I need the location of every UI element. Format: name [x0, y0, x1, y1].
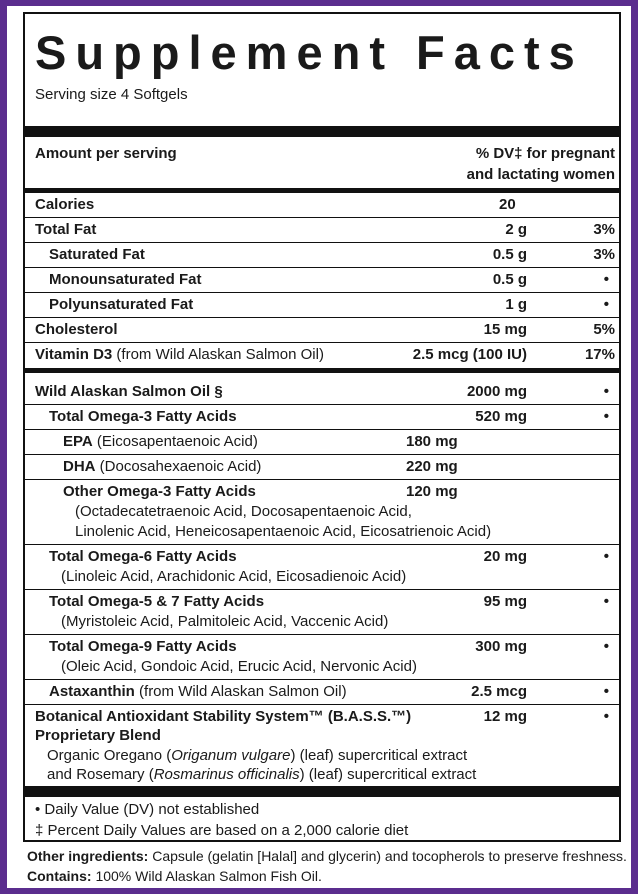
row-divider [25, 267, 619, 268]
row-divider [25, 217, 619, 218]
row-divider [25, 342, 619, 343]
row-amount-total-omega-6: 20 mg [483, 548, 527, 565]
row-name-total-fat: Total Fat [35, 221, 97, 238]
divider-medium [25, 188, 619, 193]
row-name-total-omega-3: Total Omega-3 Fatty Acids [49, 408, 237, 425]
row-sub-total-omega-6: (Linoleic Acid, Arachidonic Acid, Eicosadienoic Acid) [61, 568, 407, 585]
row-divider [25, 454, 619, 455]
row-name-calories: Calories [35, 196, 95, 213]
row-name-cholesterol: Cholesterol [35, 321, 118, 338]
row-amount-total-fat: 2 g [505, 221, 527, 238]
row-divider [25, 544, 619, 545]
row-name-total-omega-6: Total Omega-6 Fatty Acids [49, 548, 237, 565]
serving-size: Serving size 4 Softgels [35, 86, 188, 103]
row-vitamin-d3 [35, 346, 324, 364]
row-detail-astaxanthin: (from Wild Alaskan Salmon Oil) [134, 683, 347, 700]
divider-thick [25, 126, 619, 137]
row-divider [25, 634, 619, 635]
divider-medium [25, 368, 619, 373]
row-name-epa: EPA [63, 433, 93, 450]
row-name-astaxanthin: Astaxanthin [49, 683, 135, 700]
row-dv-monounsaturated-fat: • [603, 271, 609, 288]
row-amount-epa: 180 mg [406, 433, 458, 450]
row-amount-total-omega-5-7: 95 mg [483, 593, 527, 610]
supplement-label [7, 6, 631, 888]
dv-header-line2: and lactating women [466, 166, 615, 183]
row-bass-rosemary: and Rosemary (Rosmarinus officinalis) (leaf) supercritical extract [47, 766, 477, 783]
row-name-salmon-oil: Wild Alaskan Salmon Oil § [35, 383, 223, 400]
row-dv-total-omega-5-7: • [603, 593, 609, 610]
row-sub-total-omega-9: (Oleic Acid, Gondoic Acid, Erucic Acid, Nervonic Acid) [61, 658, 417, 675]
row-divider [25, 317, 619, 318]
row-amount-total-omega-3: 520 mg [475, 408, 527, 425]
row-name-dha: DHA [63, 458, 96, 475]
row-amount-other-omega-3: 120 mg [406, 483, 458, 500]
panel-title: Supplement Facts [35, 26, 584, 79]
row-detail-epa: (Eicosapentaenoic Acid) [92, 433, 258, 450]
row-epa [63, 433, 258, 451]
row-dv-saturated-fat: 3% [593, 246, 615, 263]
row-divider [25, 404, 619, 405]
row-detail-dha: (Docosahexaenoic Acid) [95, 458, 262, 475]
row-dv-polyunsaturated-fat: • [603, 296, 609, 313]
row-detail-vitamin-d3: (from Wild Alaskan Salmon Oil) [112, 346, 324, 363]
row-amount-calories: 20 [499, 196, 516, 213]
row-divider [25, 589, 619, 590]
footnote-percent-dv: ‡ Percent Daily Values are based on a 2,000 calorie diet [35, 822, 409, 839]
row-dv-astaxanthin: • [603, 683, 609, 700]
row-divider [25, 679, 619, 680]
row-dv-vitamin-d3: 17% [584, 346, 615, 363]
divider-thick [25, 786, 619, 797]
row-name-saturated-fat: Saturated Fat [49, 246, 145, 263]
row-name-bass: Botanical Antioxidant Stability System™ (B.A.S.S.™) [35, 708, 412, 725]
row-divider [25, 292, 619, 293]
row-divider [25, 429, 619, 430]
row-name-total-omega-5-7: Total Omega-5 & 7 Fatty Acids [49, 593, 265, 610]
row-amount-saturated-fat: 0.5 g [492, 246, 527, 263]
row-dv-total-omega-6: • [603, 548, 609, 565]
row-name-vitamin-d3: Vitamin D3 [35, 346, 113, 363]
row-dv-salmon-oil: • [603, 383, 609, 400]
row-name-bass-blend: Proprietary Blend [35, 727, 161, 744]
supplement-facts-panel [23, 12, 621, 842]
row-amount-dha: 220 mg [406, 458, 458, 475]
contains: Contains: 100% Wild Alaskan Salmon Fish Oil. [27, 868, 322, 884]
row-amount-astaxanthin: 2.5 mcg [471, 683, 527, 700]
row-amount-vitamin-d3: 2.5 mcg (100 IU) [412, 346, 527, 363]
row-divider [25, 479, 619, 480]
dv-header-line1: % DV‡ for pregnant [475, 145, 615, 162]
row-name-polyunsaturated-fat: Polyunsaturated Fat [49, 296, 194, 313]
row-amount-monounsaturated-fat: 0.5 g [492, 271, 527, 288]
row-dv-total-omega-9: • [603, 638, 609, 655]
row-amount-total-omega-9: 300 mg [475, 638, 527, 655]
row-amount-bass: 12 mg [483, 708, 527, 725]
row-dha [63, 458, 261, 476]
row-dv-total-fat: 3% [593, 221, 615, 238]
row-astaxanthin [49, 683, 347, 701]
row-name-monounsaturated-fat: Monounsaturated Fat [49, 271, 202, 288]
row-amount-salmon-oil: 2000 mg [466, 383, 527, 400]
row-divider [25, 704, 619, 705]
row-name-other-omega-3: Other Omega-3 Fatty Acids [63, 483, 256, 500]
footnote-dv-not-established: • Daily Value (DV) not established [35, 801, 260, 818]
row-amount-cholesterol: 15 mg [483, 321, 527, 338]
amount-per-serving-label: Amount per serving [35, 145, 177, 162]
row-bass-oregano: Organic Oregano (Origanum vulgare) (leaf) supercritical extract [47, 747, 468, 764]
row-sub-total-omega-5-7: (Myristoleic Acid, Palmitoleic Acid, Vaccenic Acid) [61, 613, 389, 630]
row-dv-total-omega-3: • [603, 408, 609, 425]
other-ingredients: Other ingredients: Capsule (gelatin [Halal] and glycerin) and tocopherols to preserve freshness. [27, 848, 627, 864]
row-sub-other-omega-3-2: Linolenic Acid, Heneicosapentaenoic Acid, Eicosatrienoic Acid) [75, 523, 492, 540]
row-dv-bass: • [603, 708, 609, 725]
row-name-total-omega-9: Total Omega-9 Fatty Acids [49, 638, 237, 655]
row-amount-polyunsaturated-fat: 1 g [505, 296, 527, 313]
row-divider [25, 242, 619, 243]
row-sub-other-omega-3-1: (Octadecatetraenoic Acid, Docosapentaenoic Acid, [75, 503, 412, 520]
row-dv-cholesterol: 5% [593, 321, 615, 338]
